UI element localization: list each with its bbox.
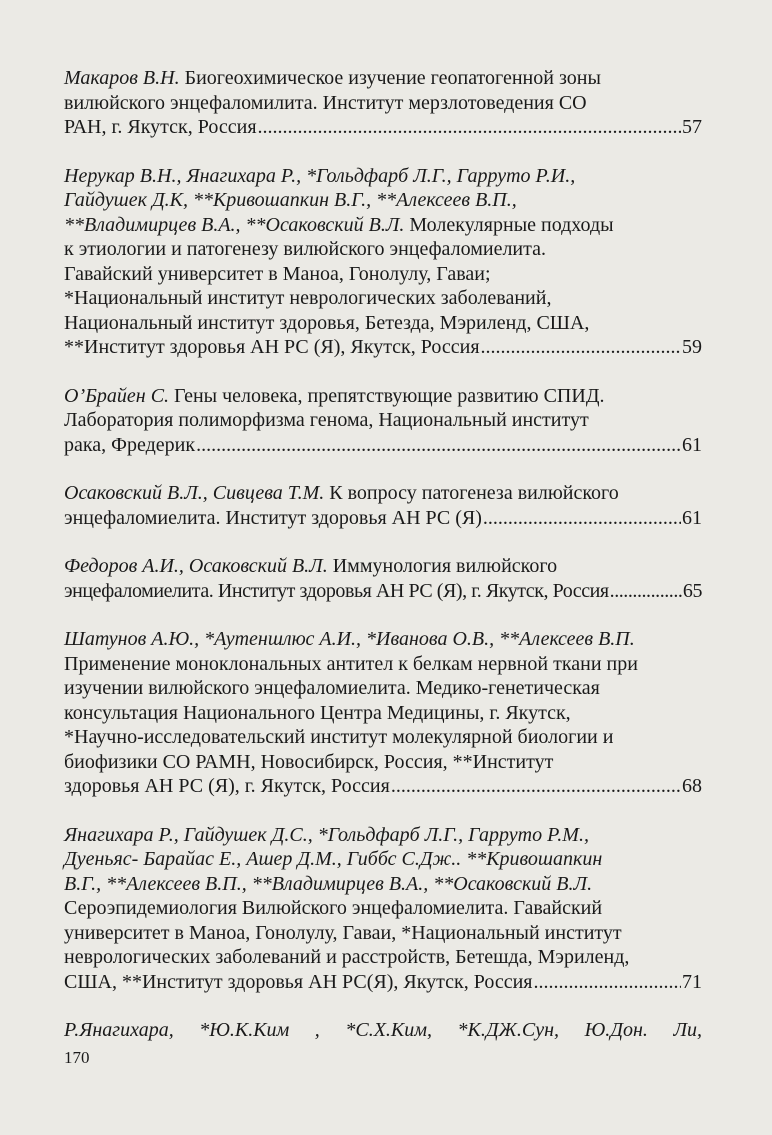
- entry-leader-line: [64, 433, 702, 458]
- toc-entry-shatunov: [64, 627, 702, 799]
- entry-line: *Научно-исследовательский институт молекулярной биологии и: [64, 726, 614, 748]
- entry-line: консультация Национального Центра Медицины, г. Якутск,: [64, 701, 571, 724]
- entry-line: [64, 66, 702, 91]
- entry-affiliation: рака, Фредерик: [64, 433, 196, 456]
- entry-leader-line: [64, 774, 702, 799]
- dot-leader: [534, 970, 681, 995]
- entry-line: [64, 481, 702, 506]
- entry-title: К вопросу патогенеза вилюйского: [329, 482, 619, 504]
- entry-page-number: 61: [682, 506, 702, 529]
- dot-leader: [196, 433, 681, 458]
- entry-affiliation: здоровья АН РС (Я), г. Якутск, Россия: [64, 775, 390, 797]
- entry-authors-line: Шатунов А.Ю., *Аутеншлюс А.И., *Иванова О.В., **Алексеев В.П.: [64, 628, 635, 650]
- entry-affiliation: **Институт здоровья АН РС (Я), Якутск, Россия: [64, 336, 480, 358]
- toc-entry-obrien: [64, 384, 702, 458]
- entry-line: Национальный институт здоровья, Бетезда, Мэриленд, США,: [64, 311, 590, 334]
- entry-leader-line: [64, 506, 702, 531]
- entry-authors-line: В.Г., **Алексеев В.П., **Владимирцев В.А., **Осаковский В.Л.: [64, 872, 593, 895]
- entry-leader-line: [64, 970, 702, 995]
- entry-line: [64, 213, 702, 238]
- entry-title: Биогеохимическое изучение геопатогенной зоны: [184, 67, 601, 89]
- toc-entry-fedorov: [64, 554, 702, 603]
- entry-line: Применение моноклональных антител к белкам нервной ткани при: [64, 652, 638, 675]
- entry-page-number: 57: [682, 116, 702, 138]
- entry-line: к этиологии и патогенезу вилюйского энцефаломиелита.: [64, 238, 546, 260]
- entry-authors-line: Нерукар В.Н., Янагихара Р., *Гольдфарб Л.Г., Гарруто Р.И.,: [64, 164, 576, 187]
- dot-leader: [258, 115, 681, 140]
- entry-line: Лаборатория полиморфизма генома, Национальный институт: [64, 409, 589, 431]
- entry-affiliation: РАН, г. Якутск, Россия: [64, 116, 257, 138]
- entry-affiliation: энцефаломиелита. Институт здоровья АН РС (Я): [64, 506, 482, 529]
- entry-authors: Макаров В.Н.: [64, 67, 180, 89]
- entry-leader-line: [64, 335, 702, 360]
- toc-entry-osakovsky-sivtseva: [64, 481, 702, 530]
- toc-entry-nerukar: [64, 164, 702, 360]
- entry-authors-line: Гайдушек Д.К, **Кривошапкин В.Г., **Алексеев В.П.,: [64, 189, 517, 211]
- dot-leader: [610, 579, 682, 604]
- entry-line: неврологических заболеваний и расстройств, Бетешда, Мэриленд,: [64, 946, 630, 968]
- entry-line: Гавайский университет в Маноа, Гонолулу, Гаваи;: [64, 262, 491, 285]
- toc-entry-yanagihara: [64, 823, 702, 995]
- toc-entry-continued: Р.Янагихара, *Ю.К.Ким , *С.Х.Ким, *К.ДЖ.Сун, Ю.Дон. Ли,: [64, 1019, 702, 1041]
- entry-affiliation: энцефаломиелита. Институт здоровья АН РС (Я), г. Якутск, Россия: [64, 579, 609, 602]
- entry-line: Сероэпидемиология Вилюйского энцефаломиелита. Гавайский: [64, 897, 603, 919]
- entry-title: Иммунология вилюйского: [332, 555, 558, 577]
- entry-page-number: 59: [682, 336, 702, 358]
- entry-title: Молекулярные подходы: [409, 213, 614, 236]
- entry-line: вилюйского энцефаломилита. Институт мерзлотоведения СО: [64, 91, 587, 114]
- entry-page-number: 65: [682, 579, 702, 602]
- entry-page-number: 71: [682, 970, 702, 993]
- entry-title: Гены человека, препятствующие развитию СПИД.: [174, 384, 605, 407]
- entry-authors-line: Янагихара Р., Гайдушек Д.С., *Гольдфарб Л.Г., Гарруто Р.М.,: [64, 823, 589, 846]
- entry-line: [64, 384, 702, 409]
- toc-entry-makarov: [64, 66, 702, 140]
- dot-leader: [391, 774, 681, 799]
- entry-page-number: 61: [682, 433, 702, 456]
- entry-line: изучении вилюйского энцефаломиелита. Медико-генетическая: [64, 677, 600, 699]
- entry-authors: О’Брайен С.: [64, 384, 170, 407]
- dot-leader: [481, 335, 681, 360]
- entry-line: *Национальный институт неврологических заболеваний,: [64, 287, 552, 309]
- dot-leader: [483, 506, 681, 531]
- entry-line: биофизики СО РАМН, Новосибирск, Россия, **Институт: [64, 750, 554, 773]
- entry-line: университет в Маноа, Гонолулу, Гаваи, *Национальный институт: [64, 921, 622, 944]
- entry-authors: Федоров А.И., Осаковский В.Л.: [64, 555, 328, 577]
- entry-line: [64, 554, 702, 579]
- entry-page-number: 68: [682, 775, 702, 797]
- entry-affiliation: США, **Институт здоровья АН РС(Я), Якутск, Россия: [64, 970, 533, 993]
- entry-authors-line: Дуеньяс- Барайас Е., Ашер Д.М., Гиббс С.Дж.. **Кривошапкин: [64, 848, 603, 870]
- page-number: 170: [64, 1048, 90, 1067]
- entry-leader-line: [64, 115, 702, 140]
- entry-authors: Осаковский В.Л., Сивцева Т.М.: [64, 482, 325, 504]
- entry-authors-line: **Владимирцев В.А., **Осаковский В.Л.: [64, 213, 405, 236]
- entry-leader-line: [64, 579, 702, 604]
